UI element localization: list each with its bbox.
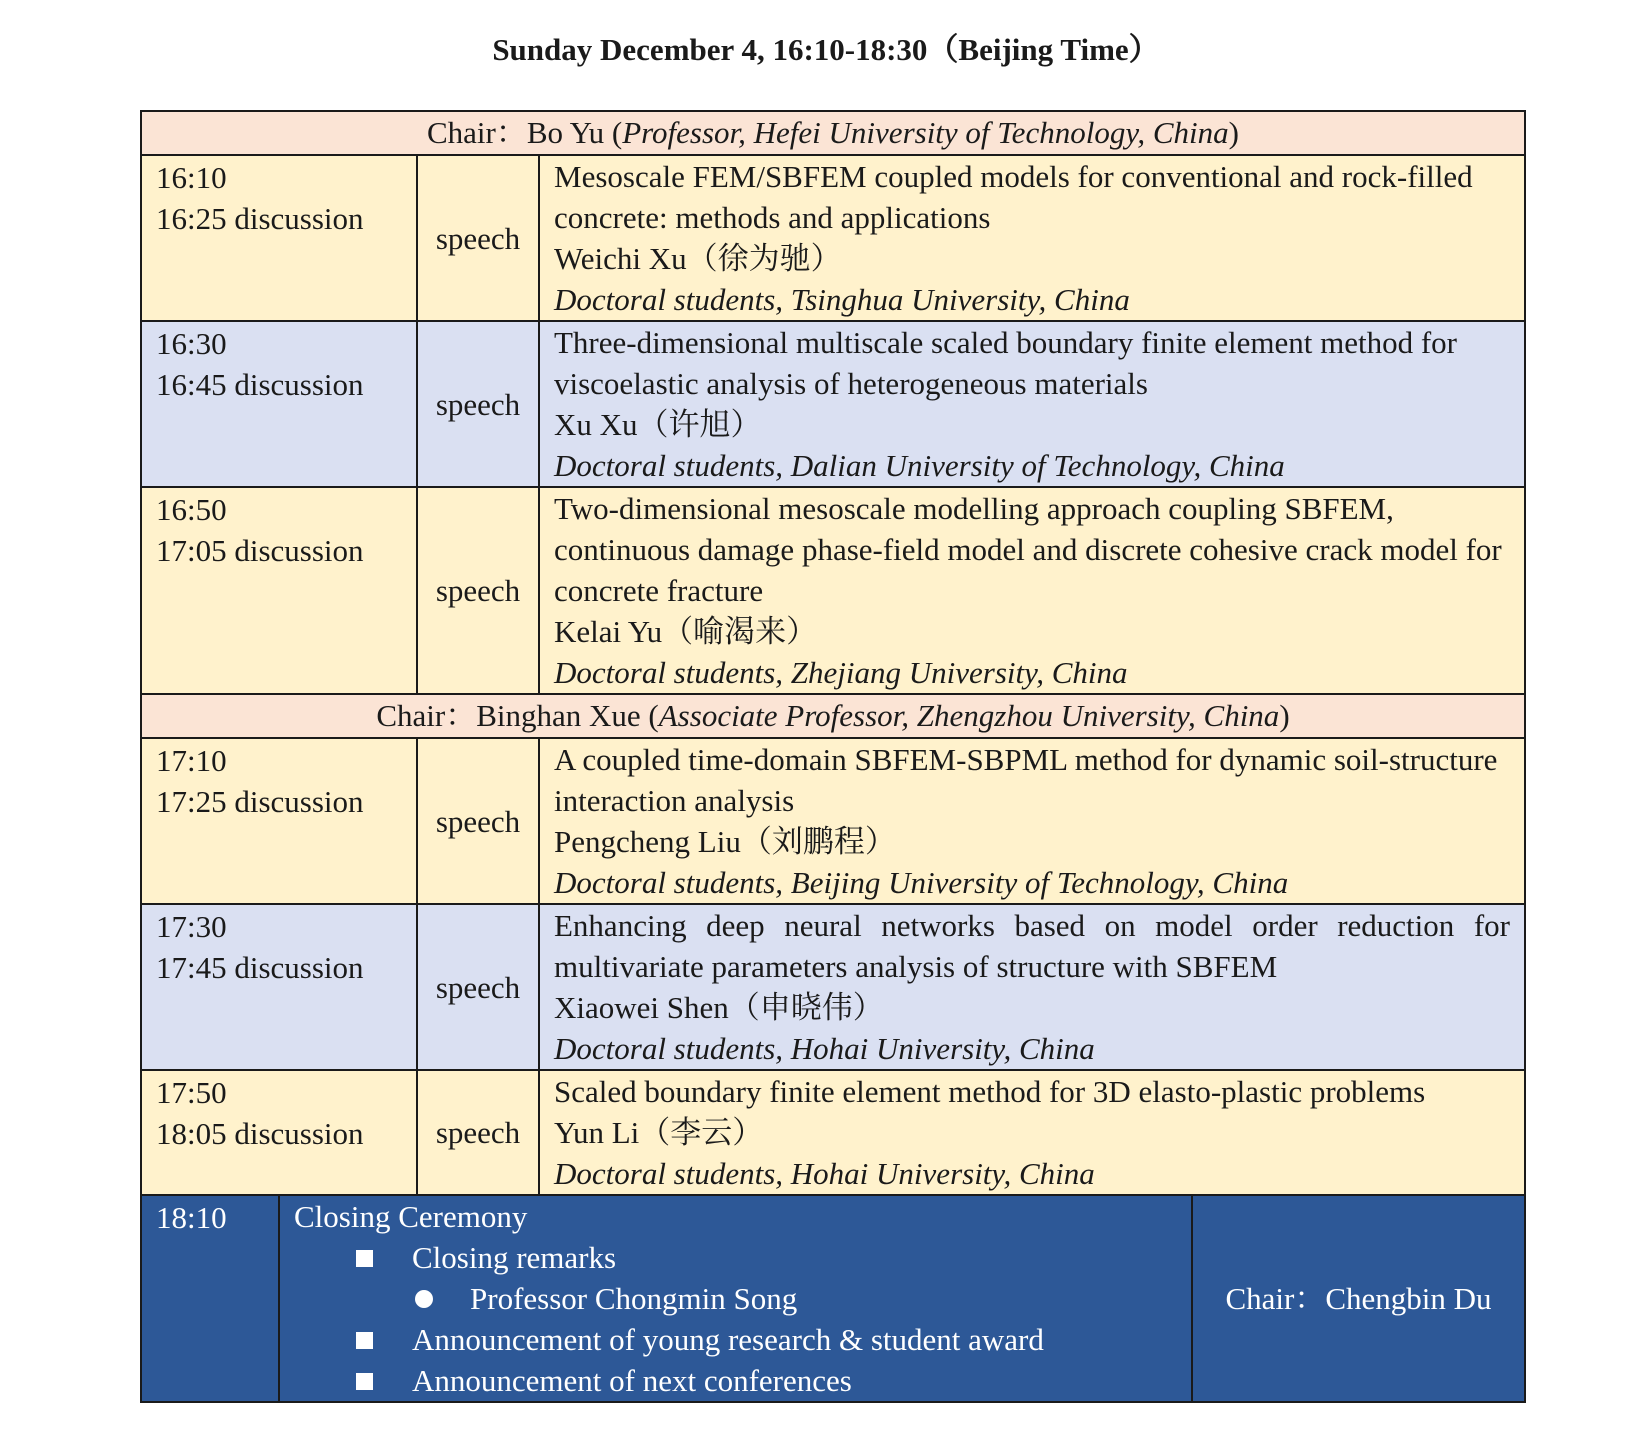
talk-speaker: Pengcheng Liu（刘鹏程） [554,824,896,859]
talk-details [539,487,1525,694]
talk-type: speech [417,321,539,487]
closing-item-label: Announcement of next conferences [412,1363,852,1398]
talk-affiliation: Doctoral students, Dalian University of Technology, China [554,448,1285,483]
chair-label: Chair： [376,698,477,733]
talk-speaker: Weichi Xu（徐为驰） [554,241,842,276]
square-bullet-icon [356,1373,373,1390]
talk-time: 16:30 [156,326,227,361]
talk-details [539,904,1525,1070]
closing-time: 18:10 [141,1195,279,1402]
talk-row [141,1070,1525,1195]
talk-time: 17:30 [156,909,227,944]
closing-item-label: Announcement of young research & student award [412,1322,1044,1357]
talk-affiliation: Doctoral students, Hohai University, China [554,1031,1095,1066]
closing-list [294,1237,1177,1401]
time-cell [141,904,417,1070]
talk-type: speech [417,155,539,321]
talk-speaker: Xu Xu（许旭） [554,407,762,442]
chair-label: Chair： [427,115,527,150]
talk-affiliation: Doctoral students, Hohai University, China [554,1156,1095,1191]
discussion-time: 16:45 discussion [156,367,364,402]
time-cell [141,487,417,694]
talk-affiliation: Doctoral students, Tsinghua University, China [554,282,1130,317]
chair-affiliation: Professor, Hefei University of Technology, China [622,115,1229,150]
closing-item [294,1237,1177,1278]
talk-title: A coupled time-domain SBFEM-SBPML method for dynamic soil-structure interaction analysis [554,742,1498,818]
chair-name: Bo Yu [526,115,605,150]
talk-time: 16:10 [156,160,227,195]
talk-title: Two-dimensional mesoscale modelling approach coupling SBFEM, continuous damage phase-field model and discrete cohesive crack model for concrete fracture [554,491,1502,608]
talk-title: Enhancing deep neural networks based on model order reduction for multivariate parameters analysis of structure with SBFEM [554,908,1510,984]
discussion-time: 17:45 discussion [156,950,364,985]
chair-affiliation: Associate Professor, Zhengzhou University, China [658,698,1280,733]
square-bullet-icon [356,1332,373,1349]
session-chair: Chair：Bo Yu (Professor, Hefei University of Technology, China) [141,111,1525,155]
session-chair-row [141,111,1525,155]
closing-chair: Chair：Chengbin Du [1192,1195,1525,1402]
round-bullet-icon [415,1290,433,1308]
time-cell [141,155,417,321]
chair-name: Binghan Xue [476,698,641,733]
talk-type: speech [417,904,539,1070]
talk-details [539,738,1525,904]
talk-speaker: Kelai Yu（喻渴来） [554,614,818,649]
time-cell [141,738,417,904]
closing-item [294,1360,1177,1401]
talk-time: 17:10 [156,743,227,778]
talk-title: Three-dimensional multiscale scaled boundary finite element method for viscoelastic analysis of heterogeneous materials [554,325,1457,401]
discussion-time: 17:05 discussion [156,533,364,568]
talk-details [539,321,1525,487]
talk-affiliation: Doctoral students, Zhejiang University, China [554,655,1128,690]
closing-item-label: Closing remarks [412,1240,617,1275]
talk-title: Scaled boundary finite element method for 3D elasto-plastic problems [554,1074,1426,1109]
talk-row [141,155,1525,321]
discussion-time: 16:25 discussion [156,201,364,236]
closing-program [279,1195,1192,1402]
talk-speaker: Xiaowei Shen（申晓伟） [554,990,884,1025]
talk-affiliation: Doctoral students, Beijing University of Technology, China [554,865,1289,900]
talk-title: Mesoscale FEM/SBFEM coupled models for conventional and rock-filled concrete: methods and applications [554,159,1473,235]
talk-time: 16:50 [156,492,227,527]
talk-row [141,904,1525,1070]
closing-subitem-label: Professor Chongmin Song [470,1281,798,1316]
talk-row [141,738,1525,904]
time-cell [141,321,417,487]
page-title: Sunday December 4, 16:10-18:30（Beijing Time） [492,32,1160,67]
discussion-time: 17:25 discussion [156,784,364,819]
discussion-time: 18:05 discussion [156,1116,364,1151]
talk-details [539,1070,1525,1195]
closing-ceremony-row [141,1195,1525,1402]
talk-type: speech [417,738,539,904]
session-chair-row [141,694,1525,738]
time-cell [141,1070,417,1195]
square-bullet-icon [356,1250,373,1267]
talk-type: speech [417,1070,539,1195]
session-chair: Chair：Binghan Xue (Associate Professor, Zhengzhou University, China) [141,694,1525,738]
talk-type: speech [417,487,539,694]
talk-row [141,487,1525,694]
talk-row [141,321,1525,487]
schedule-table [140,110,1526,1403]
closing-item [294,1319,1177,1360]
talk-details [539,155,1525,321]
talk-speaker: Yun Li（李云） [554,1115,764,1150]
talk-time: 17:50 [156,1075,227,1110]
closing-subitem [294,1278,1177,1319]
closing-heading: Closing Ceremony [294,1199,528,1234]
